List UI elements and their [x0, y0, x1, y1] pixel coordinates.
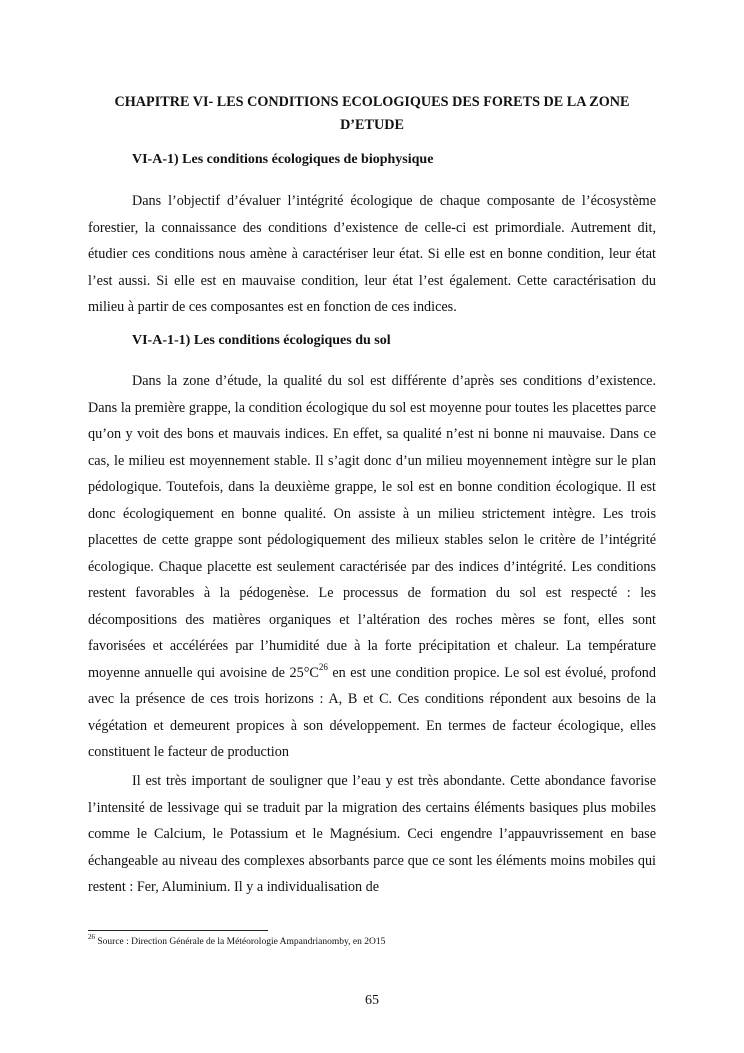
- section-heading-biophysique: VI-A-1) Les conditions écologiques de biophysique: [132, 152, 434, 167]
- footnote: [88, 932, 386, 949]
- chapter-title: CHAPITRE VI- LES CONDITIONS ECOLOGIQUES DES FORETS DE LA ZONE D’ETUDE: [114, 94, 630, 133]
- paragraph-intro: Dans l’objectif d’évaluer l’intégrité écologique de chaque composante de l’écosystème forestier, la connaissance des conditions d’existence de celle-ci est primordiale. Autrement dit, étudier ces conditions nous amène à caractériser leur état. Si elle est en bonne condition, leur état l’est aussi. Si elle est en mauvaise condition, leur état l’est également. Cette caractérisation du milieu à partir de ces composantes est en fonction de ces indices.: [88, 193, 656, 315]
- paragraph-lessivage: Il est très important de souligner que l’eau y est très abondante. Cette abondance favorise l’intensité de lessivage qui se traduit par la migration des certains éléments basiques plus mobiles comme le Calcium, le Potassium et le Magnésium. Ceci engendre l’appauvrissement en base échangeable au niveau des complexes absorbants parce que ce sont les éléments moins mobiles qui restent : Fer, Aluminium. Il y a individualisation de: [88, 773, 656, 895]
- paragraph-sol-text-a: Dans la zone d’étude, la qualité du sol est différente d’après ses conditions d’existence. Dans la première grappe, la condition écologique du sol est moyenne pour toutes les placettes parce qu’on y voit des bons et mauvais indices. En effet, sa qualité n’est ni bonne ni mauvaise. Dans ce cas, le milieu est moyennement stable. Il s’agit donc d’un milieu moyennement intègre sur le plan pédologique. Toutefois, dans la deuxième grappe, le sol est en bonne condition écologique. Il est donc écologiquement en bonne qualité. On assiste à un milieu strictement intègre. Les trois placettes de cette grappe sont pédologiquement des milieux stables selon le critère de l’intégrité écologique. Chaque placette est seulement caractérisée par des indices d’intégrité. Les conditions restent favorables à la pédogenèse. Le processus de formation du sol est respecté : les décompositions des matières organiques et l’altération des roches mères se font, elles sont favorisées et accélérées par l’humidité due à la forte précipitation et chaleur. La température moyenne annuelle qui avoisine de 25°C: [88, 373, 656, 681]
- section-heading-sol: VI-A-1-1) Les conditions écologiques du sol: [132, 333, 391, 348]
- footnote-divider: [88, 930, 268, 931]
- footnote-number: 26: [88, 932, 95, 941]
- footnote-text: Source : Direction Générale de la Météorologie Ampandrianomby, en 2O15: [95, 937, 386, 947]
- paragraph-sol-text-b: en est une condition propice. Le sol est évolué, profond avec la présence de ces trois horizons : A, B et C. Ces conditions répondent aux besoins de la végétation et demeurent propices à son développement. En termes de facteur écologique, elles constituent le facteur de production: [88, 664, 656, 760]
- paragraph-sol: [88, 368, 656, 766]
- page-number: 65: [365, 993, 379, 1008]
- footnote-reference: 26: [318, 661, 328, 672]
